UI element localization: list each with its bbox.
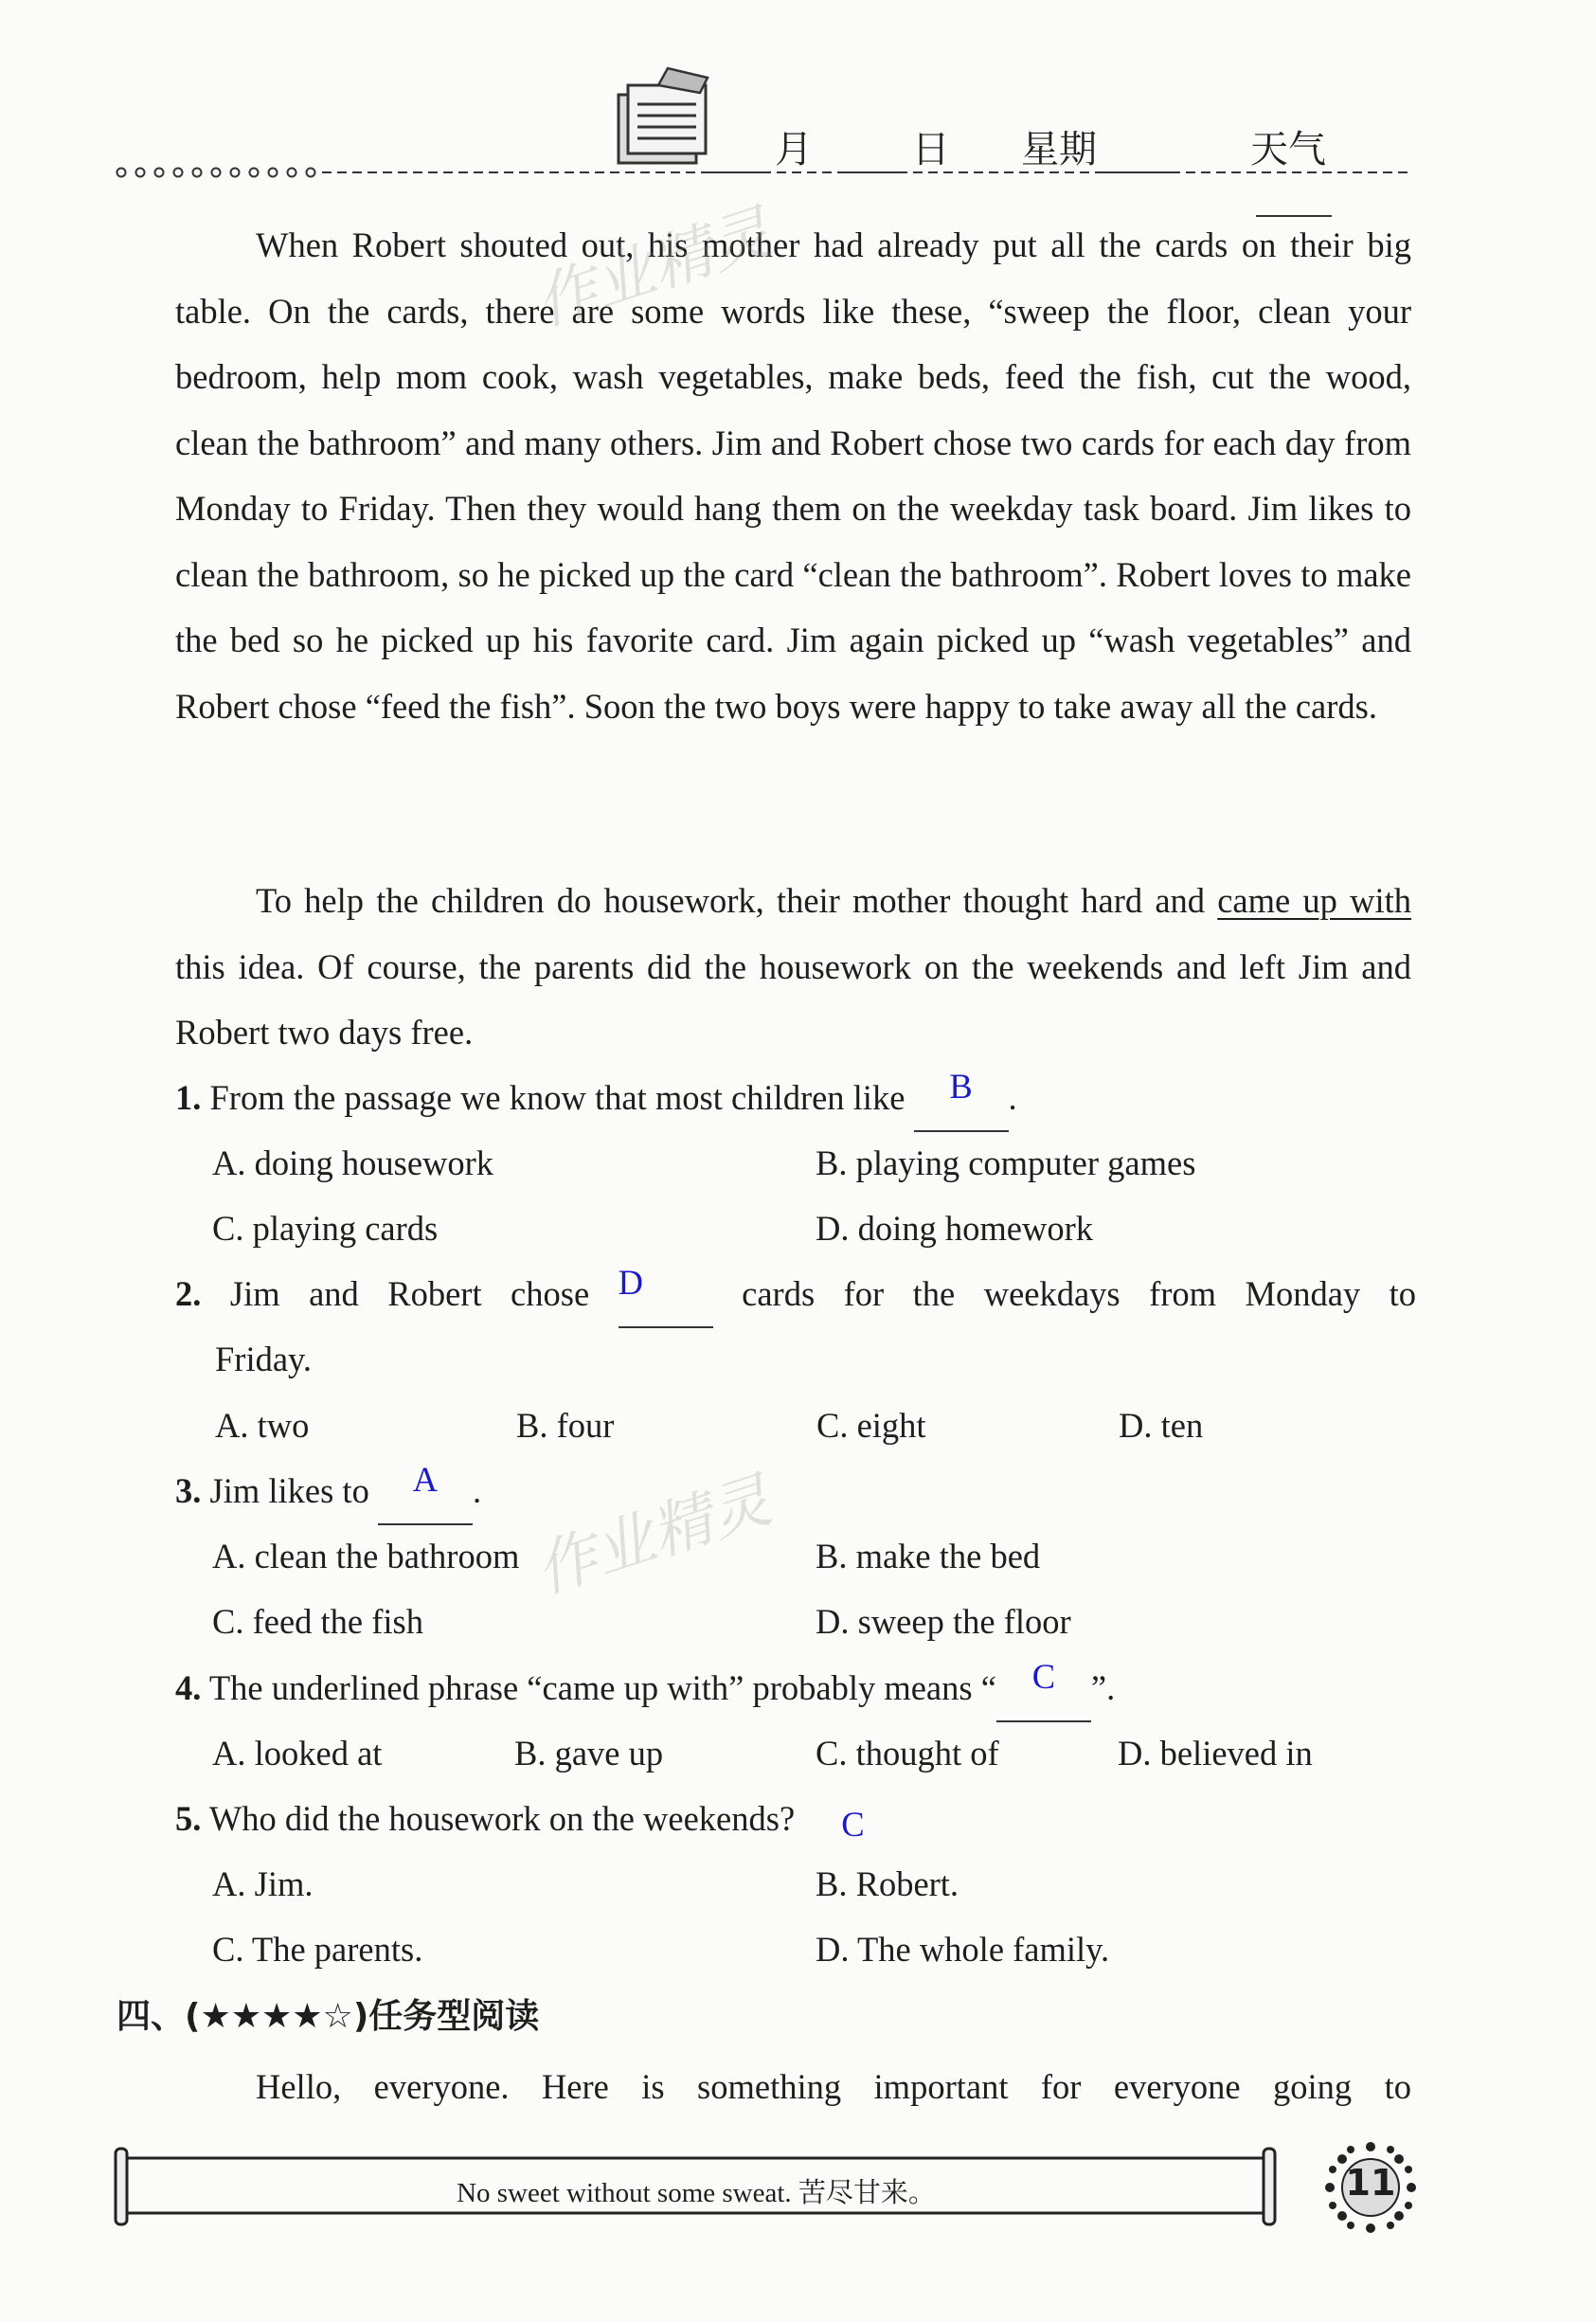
question-number: 2.: [175, 1274, 202, 1313]
paragraph-2-start: To help the children do housework, their mother thought hard and: [256, 881, 1206, 920]
answer-blank[interactable]: A: [378, 1458, 473, 1525]
answer-mark[interactable]: C: [841, 1805, 865, 1844]
answer-blank[interactable]: B: [914, 1065, 1009, 1132]
page-number: 11: [1345, 2162, 1396, 2204]
option-d: D. doing homework: [816, 1209, 1093, 1248]
section-4-title: 四、(★★★★☆)任务型阅读: [117, 1997, 540, 2036]
question-2: [175, 1261, 1416, 1328]
footer-motto: No sweet without some sweat. 苦尽甘来。: [457, 2178, 936, 2208]
month-label: 月: [775, 128, 813, 171]
option-b: B. Robert.: [816, 1864, 959, 1903]
option-a: A. two: [215, 1406, 310, 1445]
section-4-intro: Hello, everyone. Here is something important for everyone going to: [256, 2067, 1411, 2106]
option-a: A. doing housework: [212, 1143, 494, 1182]
option-b: B. four: [516, 1406, 615, 1445]
weather-label: 天气: [1250, 128, 1326, 171]
question-stem: The underlined phrase “came up with” probably means “: [208, 1668, 996, 1707]
question-stem: Who did the housework on the weekends?: [208, 1799, 796, 1838]
option-a: A. looked at: [212, 1734, 383, 1773]
question-number: 3.: [175, 1471, 202, 1510]
underlined-phrase: came up with: [1217, 881, 1411, 920]
page-header: [114, 57, 1411, 180]
option-c: C. eight: [816, 1406, 926, 1445]
answer-blank[interactable]: D: [619, 1261, 713, 1328]
notebook-icon: [601, 66, 715, 171]
option-d: D. believed in: [1118, 1734, 1313, 1773]
option-c: C. feed the fish: [212, 1602, 423, 1641]
answer-blank[interactable]: C: [996, 1655, 1091, 1722]
option-c: C. The parents.: [212, 1930, 423, 1969]
option-a: A. Jim.: [212, 1864, 314, 1903]
question-stem-end: .: [1008, 1078, 1017, 1117]
footer-scroll: [114, 2143, 1279, 2228]
question-stem-end: cards for the weekdays from Monday to: [742, 1274, 1417, 1313]
day-label: 日: [911, 128, 950, 171]
question-stem: From the passage we know that most children like: [209, 1078, 906, 1117]
paragraph-2-end: this idea. Of course, the parents did the housework on the weekends and left Jim and Robert two days free.: [175, 946, 1411, 1052]
header-dotted-rule: [114, 163, 1411, 182]
question-1: [175, 1065, 1416, 1132]
question-5: [175, 1786, 1416, 1851]
question-stem-end: ”.: [1090, 1668, 1116, 1707]
question-number: 4.: [175, 1668, 202, 1707]
question-stem-end: .: [472, 1471, 482, 1510]
option-d: D. The whole family.: [816, 1930, 1110, 1969]
question-number: 1.: [175, 1078, 202, 1117]
option-d: D. ten: [1119, 1406, 1204, 1445]
option-c: C. playing cards: [212, 1209, 439, 1248]
question-stem: Jim and Robert chose: [229, 1274, 590, 1313]
question-number: 5.: [175, 1799, 202, 1838]
option-b: B. gave up: [514, 1734, 664, 1773]
page-number-badge: [1318, 2135, 1423, 2240]
passage-paragraph-2: [175, 868, 1411, 1066]
option-b: B. make the bed: [816, 1537, 1041, 1575]
option-a: A. clean the bathroom: [212, 1537, 520, 1575]
question-4: [175, 1655, 1416, 1722]
question-2-line-2: Friday.: [215, 1340, 313, 1378]
option-b: B. playing computer games: [816, 1143, 1196, 1182]
watermark: 作业精灵: [527, 197, 780, 340]
question-stem: Jim likes to: [209, 1471, 369, 1510]
weekday-label: 星期: [1021, 128, 1097, 171]
option-d: D. sweep the floor: [816, 1602, 1071, 1641]
passage-paragraph-1: When Robert shouted out, his mother had already put all the cards on their big table. On the cards, there are some words like these, “sweep the floor, clean your bedroom, help mom cook, wash vegetables, make beds, feed the fish, cut the wood, clean the bathroom” and many others. Jim and Robert chose two cards for each day from Monday to Friday. Then they would hang them on the weekday task board. Jim likes to clean the bathroom, so he picked up the card “clean the bathroom”. Robert loves to make the bed so he picked up his favorite card. Jim again picked up “wash vegetables” and Robert chose “feed the fish”. Soon the two boys were happy to take away all the cards.: [175, 225, 1411, 726]
watermark: 作业精灵: [527, 1465, 780, 1608]
question-3: [175, 1458, 1416, 1525]
option-c: C. thought of: [816, 1734, 999, 1773]
